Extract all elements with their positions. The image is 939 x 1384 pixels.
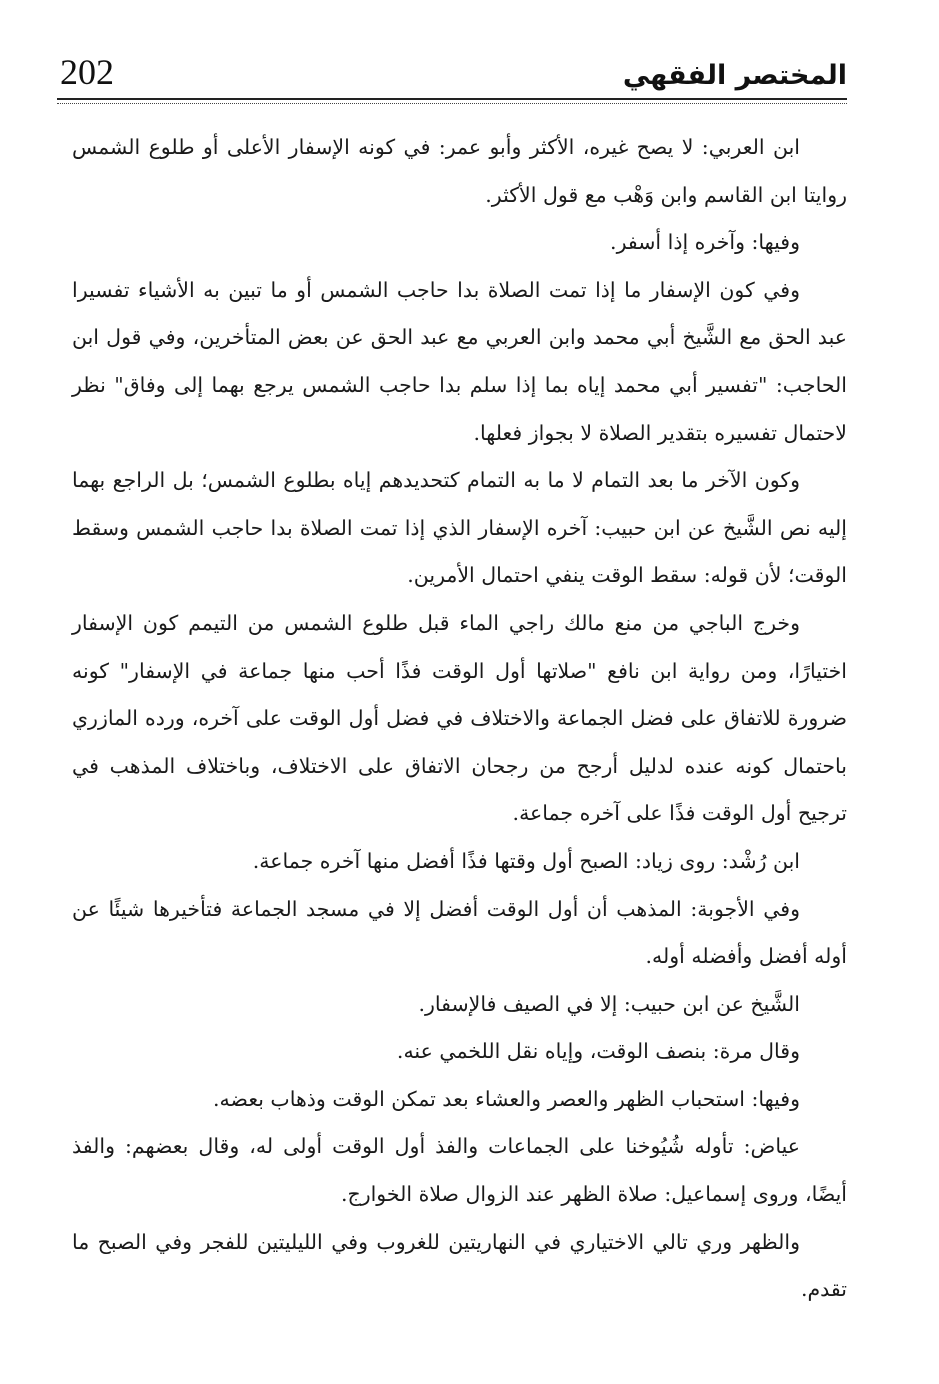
- body-text: [72, 124, 847, 1314]
- paragraph: وكون الآخر ما بعد التمام لا ما به التمام كتحديدهم إياه بطلوع الشمس؛ بل الراجع بهما إليه نص الشَّيخ عن ابن حبيب: آخره الإسفار الذي إذا تمت الصلاة بدا حاجب الشمس وسقط الوقت؛ لأن قوله: سقط الوقت ينفي احتمال الأمرين.: [72, 468, 847, 588]
- paragraph: وخرج الباجي من منع مالك راجي الماء قبل طلوع الشمس من التيمم كون الإسفار اختيارًا، ومن رواية ابن نافع "صلاتها أول الوقت فذًا أحب منها جماعة في الإسفار" كونه ضرورة للاتفاق على فضل الجماعة والاختلاف في فضل أول الوقت على آخره، ورده المازري باحتمال كونه عنده لدليل أرجح من رجحان الاتفاق على الاختلاف، وباختلاف المذهب في ترجيح أول الوقت فذًا على آخره جماعة.: [72, 610, 847, 826]
- paragraph: الشَّيخ عن ابن حبيب: إلا في الصيف فالإسفار.: [418, 991, 800, 1016]
- paragraph: وفي الأجوبة: المذهب أن أول الوقت أفضل إلا في مسجد الجماعة فتأخيرها شيئًا عن أوله أفضل وأفضله أوله.: [72, 896, 847, 969]
- paragraph: عياض: تأوله شُيُوخنا على الجماعات والفذ أول الوقت أولى له، وقال بعضهم: والفذ أيضًا، وروى إسماعيل: صلاة الظهر عند الزوال صلاة الخوارج.: [72, 1134, 847, 1207]
- paragraph: وفيها: وآخره إذا أسفر.: [610, 230, 800, 255]
- paragraph: ابن العربي: لا يصح غيره، الأكثر وأبو عمر: في كونه الإسفار الأعلى أو طلوع الشمس روايتا ابن القاسم وابن وَهْب مع قول الأكثر.: [72, 135, 847, 207]
- paragraph: ابن رُشْد: روى زياد: الصبح أول وقتها فذًا أفضل منها آخره جماعة.: [252, 848, 800, 873]
- running-title: المختصر الفقهي: [622, 60, 847, 91]
- header-rule: [57, 98, 847, 100]
- paragraph: والظهر وري تالي الاختياري في النهاريتين للغروب وفي الليليتين للفجر وفي الصبح ما تقدم.: [72, 1229, 847, 1302]
- paragraph: وفيها: استحباب الظهر والعصر والعشاء بعد تمكن الوقت وذهاب بعضه.: [213, 1086, 800, 1111]
- page-number: 202: [60, 52, 114, 92]
- paragraph: وقال مرة: بنصف الوقت، وإياه نقل اللخمي عنه.: [396, 1039, 800, 1064]
- paragraph: وفي كون الإسفار ما إذا تمت الصلاة بدا حاجب الشمس أو ما تبين به الأشياء تفسيرا عبد الحق مع الشَّيخ أبي محمد وابن العربي مع عبد الحق عن بعض المتأخرين، وفي قول ابن الحاجب: "تفسير أبي محمد إياه بما إذا سلم بدا حاجب الشمس يرجع بهما إلى وفاق" نظر لاحتمال تفسيره بتقدير الصلاة لا بجواز فعلها.: [72, 277, 847, 445]
- page-header: [60, 52, 847, 104]
- header-rule-dotted: [57, 103, 847, 104]
